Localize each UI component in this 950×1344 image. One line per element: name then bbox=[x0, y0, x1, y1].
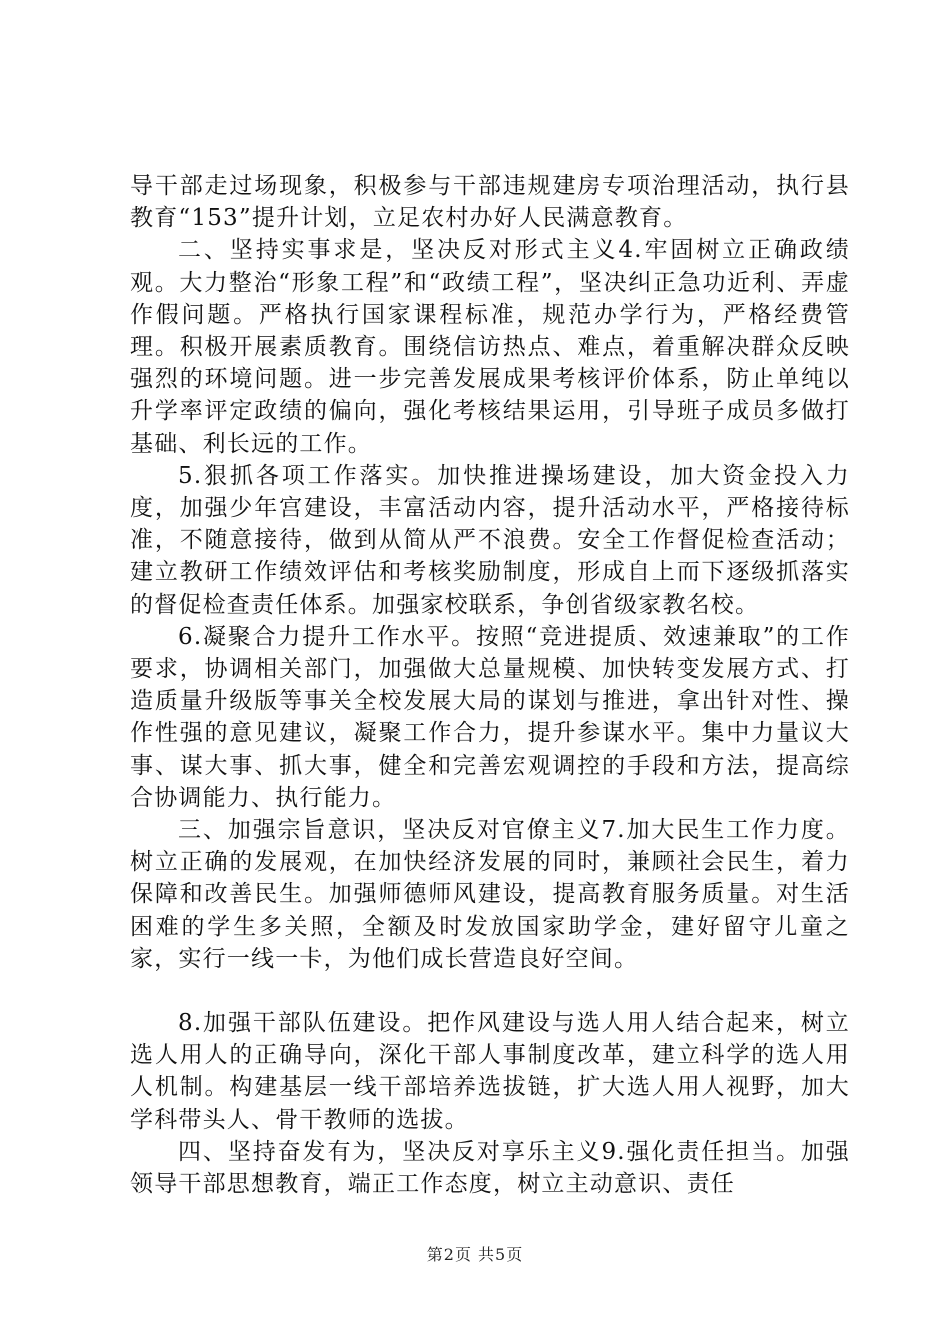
paragraph-3: 5.狠抓各项工作落实。加快推进操场建设，加大资金投入力度，加强少年宫建设，丰富活动内容，提升活动水平，严格接待标准，不随意接待，做到从简从严不浪费。安全工作督促检查活动；建立教研工作绩效评估和考核奖励制度，形成自上而下逐级抓落实的督促检查责任体系。加强家校联系，争创省级家教名校。 bbox=[130, 462, 850, 618]
page-number-footer: 第2页 共5页 bbox=[426, 1245, 524, 1264]
paragraph-6: 8.加强干部队伍建设。把作风建设与选人用人结合起来，树立选人用人的正确导向，深化干部人事制度改革，建立科学的选人用人机制。构建基层一线干部培养选拔链，扩大选人用人视野，加大学科带头人、骨干教师的选拔。 bbox=[130, 1010, 850, 1133]
paragraph-2: 二、坚持实事求是，坚决反对形式主义4.牢固树立正确政绩观。大力整治“形象工程”和“政绩工程”，坚决纠正急功近利、弄虚作假问题。严格执行国家课程标准，规范办学行为，严格经费管理。积极开展素质教育。围绕信访热点、难点，着重解决群众反映强烈的环境问题。进一步完善发展成果考核评价体系，防止单纯以升学率评定政绩的偏向，强化考核结果运用，引导班子成员多做打基础、利长远的工作。 bbox=[130, 237, 850, 457]
paragraph-7: 四、坚持奋发有为，坚决反对享乐主义9.强化责任担当。加强领导干部思想教育，端正工作态度，树立主动意识、责任 bbox=[130, 1138, 850, 1198]
paragraph-5: 三、加强宗旨意识，坚决反对官僚主义7.加大民生工作力度。树立正确的发展观，在加快经济发展的同时，兼顾社会民生，着力保障和改善民生。加强师德师风建设，提高教育服务质量。对生活困难的学生多关照，全额及时发放国家助学金，建好留守儿童之家，实行一线一卡，为他们成长营造良好空间。 bbox=[130, 817, 850, 972]
paragraph-1: 导干部走过场现象，积极参与干部违规建房专项治理活动，执行县教育“153”提升计划，立足农村办好人民满意教育。 bbox=[130, 173, 850, 232]
document-body bbox=[130, 170, 850, 1200]
paragraph-4: 6.凝聚合力提升工作水平。按照“竞进提质、效速兼取”的工作要求，协调相关部门，加强做大总量规模、加快转变发展方式、打造质量升级版等事关全校发展大局的谋划与推进，拿出针对性、操作性强的意见建议，凝聚工作合力，提升参谋水平。集中力量议大事、谋大事、抓大事，健全和完善宏观调控的手段和方法，提高综合协调能力、执行能力。 bbox=[130, 623, 850, 811]
paragraph-gap bbox=[130, 975, 850, 1007]
